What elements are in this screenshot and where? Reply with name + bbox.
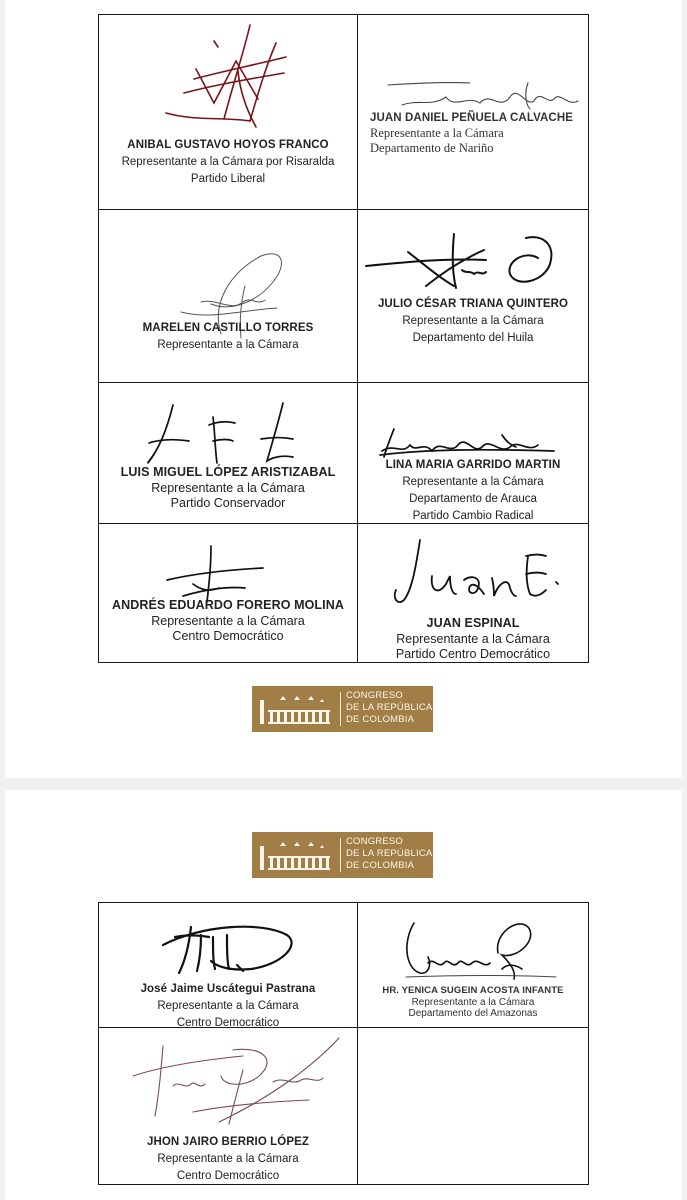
signature-cell [99,524,358,663]
logo-text [346,836,432,872]
signer-title: Representante a la Cámara [151,480,305,495]
signer-affiliation: Partido Centro Democrático [395,647,551,661]
logo-line-2: DE LA REPÚBLICA [346,702,433,713]
signer-party: Partido Cambio Radical [412,510,534,522]
signer-title: Representante a la Cámara [151,613,305,628]
logo-text [346,690,432,726]
signature-cell [99,383,358,524]
signer-title: Representante a la Cámara [157,1153,299,1165]
logo-divider [340,692,341,726]
logo-line-3: DE COLOMBIA [346,714,415,725]
signer-block [99,137,357,188]
signer-affiliation: Centro Democrático [172,629,284,643]
signer-block [99,981,357,1028]
handwritten-signature [366,230,566,292]
signature-cell [358,210,589,383]
signature-cell [358,383,589,524]
signer-affiliation: Departamento de Arauca [409,493,537,505]
empty-cell [358,1028,589,1185]
signature-cell [99,1028,358,1185]
signer-name: MARELEN CASTILLO TORRES [142,322,314,334]
handwritten-signature [154,21,294,131]
handwritten-signature [143,399,303,469]
signer-block [358,457,588,524]
signer-affiliation: Departamento del Amazonas [408,1008,538,1019]
signer-title: Representante a la Cámara [402,315,544,327]
signer-name: ANIBAL GUSTAVO HOYOS FRANCO [127,139,329,151]
signer-name: JUAN ESPINAL [426,616,520,630]
signature-cell [99,903,358,1028]
signer-title: Representante a la Cámara [411,996,535,1008]
signer-block [358,985,588,1020]
signer-block [370,111,588,156]
signer-block [99,1134,357,1185]
signer-affiliation: Departamento del Huila [412,332,534,344]
signer-name: ANDRÉS EDUARDO FORERO MOLINA [112,598,344,612]
signature-cell [99,210,358,383]
capitol-icon [258,836,334,874]
logo-line-1: CONGRESO [346,690,404,701]
signer-title: Representante a la Cámara [396,631,550,646]
signer-block [99,598,357,645]
signer-name: JULIO CÉSAR TRIANA QUINTERO [377,298,569,310]
signer-title: Representante a la Cámara por Risaralda [121,156,335,168]
congreso-logo [252,832,433,878]
signer-affiliation: Departamento de Nariño [370,141,494,155]
capitol-icon [258,690,334,728]
logo-line-1: CONGRESO [346,836,404,847]
signature-cell [358,15,589,210]
signer-name: José Jaime Uscátegui Pastrana [140,983,316,995]
logo-line-3: DE COLOMBIA [346,860,415,871]
logo-line-2: DE LA REPÚBLICA [346,848,433,859]
document-page-1 [5,0,682,778]
signer-name: JHON JAIRO BERRIO LÓPEZ [146,1136,310,1148]
signer-block [358,296,588,347]
signer-affiliation: Centro Democrático [176,1017,280,1028]
signature-table-1 [98,14,589,663]
signer-affiliation: Partido Liberal [190,173,266,185]
logo-divider [340,838,341,872]
handwritten-signature [390,536,560,608]
document-page-2 [5,790,682,1200]
signer-affiliation: Partido Conservador [170,496,286,510]
signer-title: Representante a la Cámara [157,1000,299,1012]
signer-title: Representante a la Cámara [402,476,544,488]
signer-name: LUIS MIGUEL LÓPEZ ARISTIZABAL [120,465,336,479]
signer-block [99,320,357,354]
signature-table-2 [98,902,589,1185]
signer-block [99,465,357,512]
signer-name: JUAN DANIEL PEÑUELA CALVACHE [370,112,573,124]
handwritten-signature [163,544,273,604]
handwritten-signature [161,915,301,977]
handwritten-signature [398,913,558,983]
signer-name: HR. YENICA SUGEIN ACOSTA INFANTE [382,985,564,996]
signer-affiliation: Centro Democrático [176,1170,280,1182]
signer-title: Representante a la Cámara [370,126,504,140]
signature-cell [358,903,589,1028]
signer-block [358,616,588,663]
congreso-logo [252,686,433,732]
signature-cell [99,15,358,210]
handwritten-signature [133,1036,343,1132]
signer-name: LINA MARIA GARRIDO MARTIN [385,459,561,471]
signer-title: Representante a la Cámara [157,339,299,351]
signature-cell [358,524,589,663]
